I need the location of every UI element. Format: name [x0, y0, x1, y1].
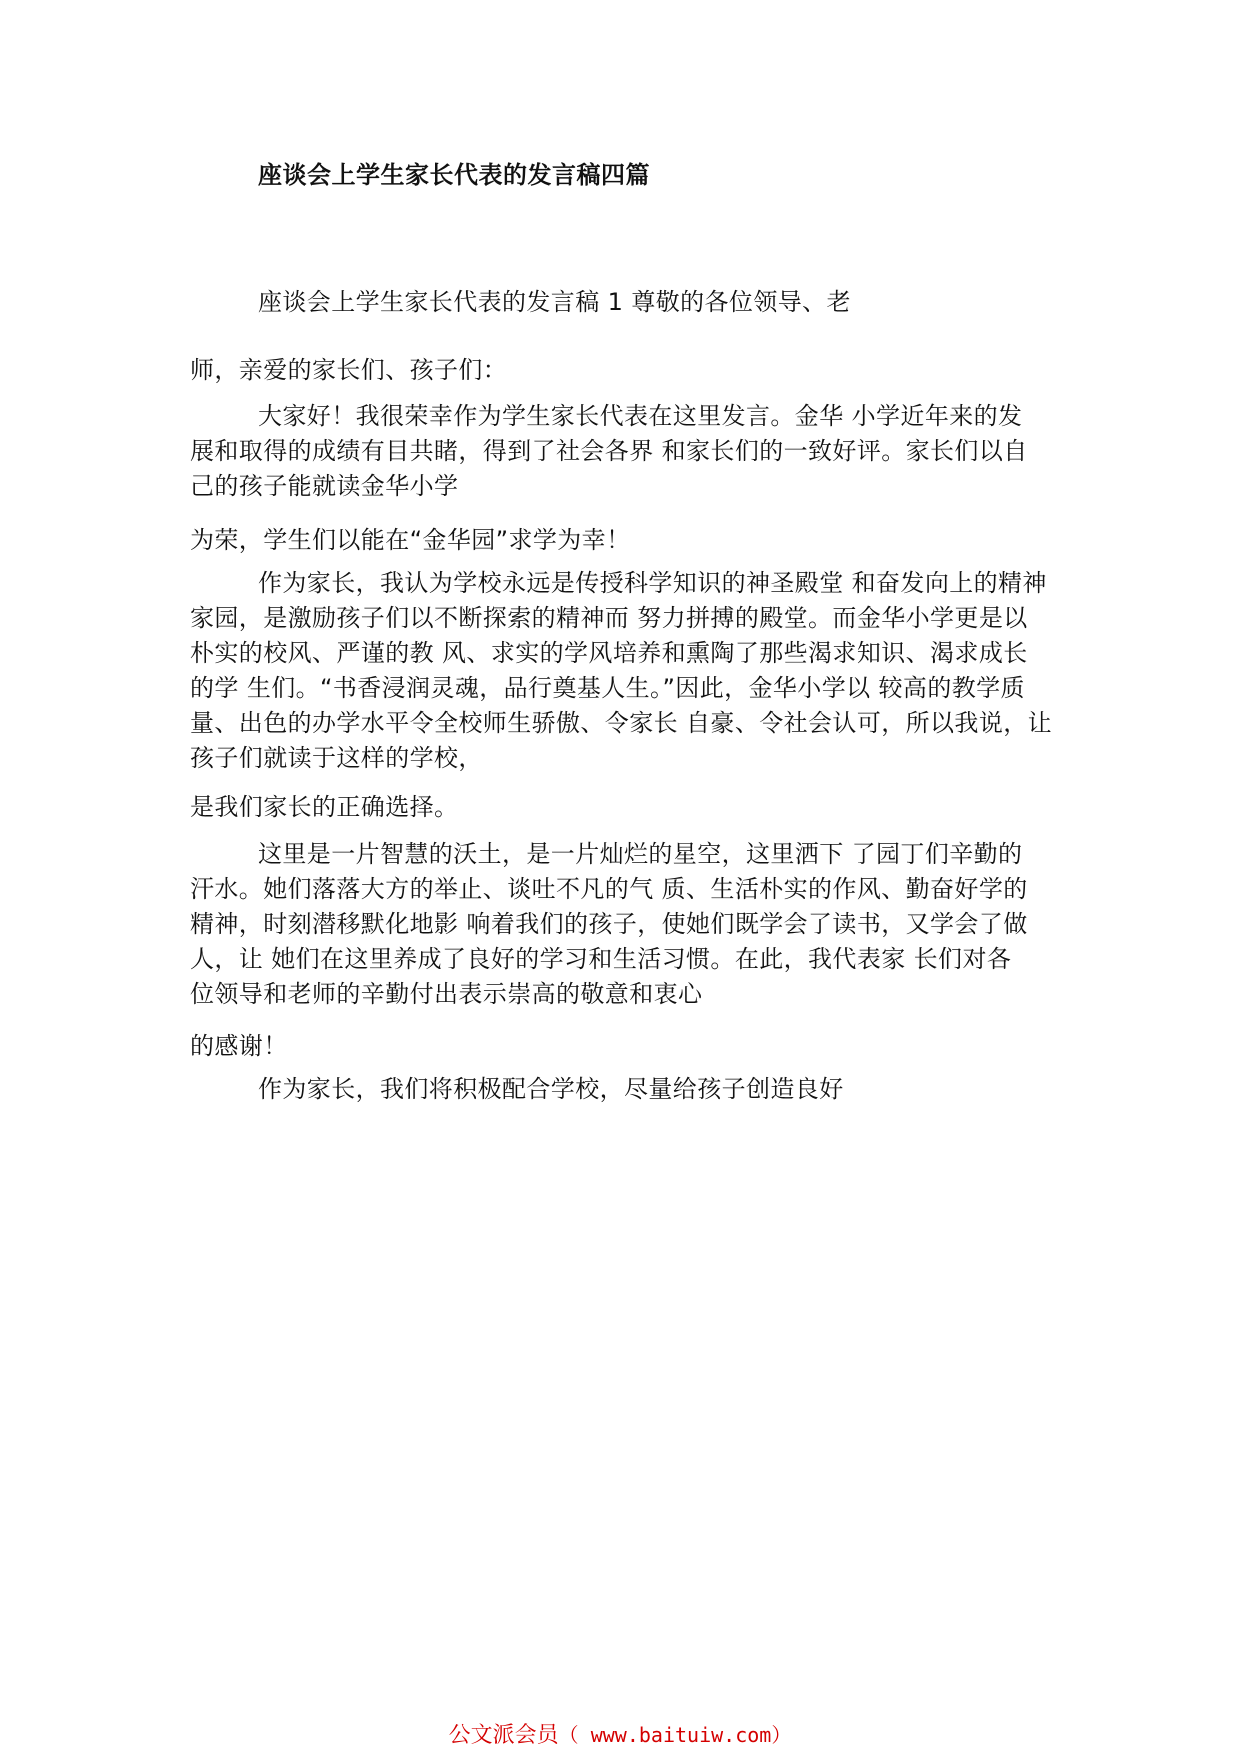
footer-watermark: [0, 1718, 1240, 1749]
paragraph-line: 精神，时刻潜移默化地影 响着我们的孩子，使她们既学会了读书，又学会了做: [190, 910, 1028, 938]
paragraph-line: 位领导和老师的辛勤付出表示崇高的敬意和衷心: [190, 980, 703, 1008]
paragraph-line: 师，亲爱的家长们、孩子们：: [190, 356, 508, 384]
paragraph-line: 朴实的校风、严谨的教 风、求实的学风培养和熏陶了那些渴求知识、渴求成长: [190, 639, 1028, 667]
paragraph-line: 座谈会上学生家长代表的发言稿 1 尊敬的各位领导、老: [258, 288, 851, 316]
paragraph-line: 作为家长，我们将积极配合学校，尽量给孩子创造良好: [258, 1075, 844, 1103]
paragraph-line: 的学 生们。“书香浸润灵魂，品行奠基人生。”因此，金华小学以 较高的教学质: [190, 674, 1025, 702]
paragraph-line: 这里是一片智慧的沃土，是一片灿烂的星空，这里洒下 了园丁们辛勤的: [258, 840, 1023, 868]
document-title: 座谈会上学生家长代表的发言稿四篇: [258, 161, 650, 189]
paragraph-line: 展和取得的成绩有目共睹，得到了社会各界 和家长们的一致好评。家长们以自: [190, 437, 1028, 465]
paragraph-line: 是我们家长的正确选择。: [190, 793, 459, 821]
paragraph-line: 大家好！我很荣幸作为学生家长代表在这里发言。金华 小学近年来的发: [258, 402, 1023, 430]
footer-brand: 公文派会员: [448, 1723, 559, 1748]
paragraph-line: 汗水。她们落落大方的举止、谈吐不凡的气 质、生活朴实的作风、勤奋好学的: [190, 875, 1028, 903]
paragraph-line: 己的孩子能就读金华小学: [190, 472, 459, 500]
footer-url[interactable]: （ www.baituiw.com）: [558, 1723, 792, 1747]
paragraph-line: 作为家长，我认为学校永远是传授科学知识的神圣殿堂 和奋发向上的精神: [258, 569, 1047, 597]
paragraph-line: 为荣，学生们以能在“金华园”求学为幸！: [190, 526, 631, 554]
paragraph-line: 人，让 她们在这里养成了良好的学习和生活习惯。在此，我代表家 长们对各: [190, 945, 1012, 973]
paragraph-line: 孩子们就读于这样的学校，: [190, 744, 483, 772]
paragraph-line: 家园，是激励孩子们以不断探索的精神而 努力拼搏的殿堂。而金华小学更是以: [190, 604, 1028, 632]
paragraph-line: 量、出色的办学水平令全校师生骄傲、令家长 自豪、令社会认可，所以我说，让: [190, 709, 1053, 737]
paragraph-line: 的感谢！: [190, 1032, 288, 1060]
